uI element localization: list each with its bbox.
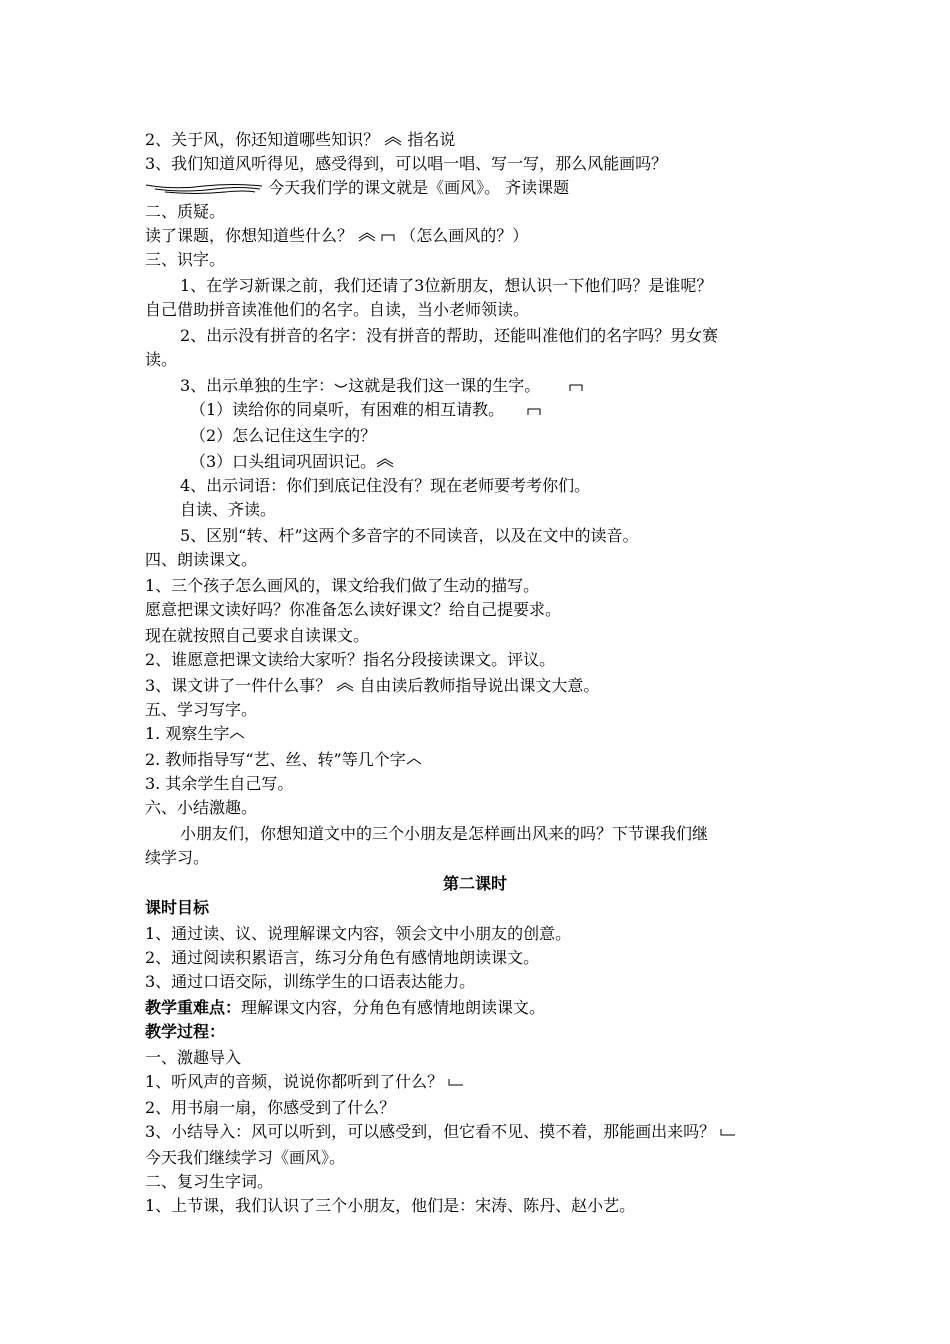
text-line: 3、小结导入：风可以听到，可以感受到，但它看不见、摸不着，那能画出来吗？ [145, 1120, 736, 1144]
text-line: 2、用书扇一扇，你感受到了什么？ [145, 1098, 396, 1117]
text-line: 今天我们学的课文就是《画风》。 齐读课题 [145, 176, 569, 200]
text-line: 3、出示单独的生字： 这就是我们这一课的生字。 [180, 374, 583, 398]
text-line: 3、通过口语交际，训练学生的口语表达能力。 [145, 972, 476, 991]
text-line: 二、质疑。 [145, 202, 226, 221]
text-line: 3、课文讲了一件什么事？ 自由读后教师指导说出课文大意。 [145, 676, 600, 695]
caret-icon [229, 730, 245, 740]
bracket-icon [527, 406, 541, 416]
text-line: （2）怎么记住这生字的？ [190, 426, 377, 445]
subheading: 课时目标 [145, 898, 210, 917]
text-line: 1、通过读、议、说理解课文内容，领会文中小朋友的创意。 [145, 924, 572, 943]
check-mark-icon [334, 382, 348, 392]
double-caret-icon [384, 136, 402, 146]
text-line: 今天我们继续学习《画风》。 [145, 1148, 346, 1167]
caret-icon [406, 756, 422, 766]
text-line: 六、小结激趣。 [145, 798, 258, 817]
text-line: 2. 教师指导写“艺、丝、转”等几个字 [145, 748, 422, 772]
text-line: 教学重难点：理解课文内容，分角色有感情地朗读课文。 [145, 998, 546, 1017]
text-line: 3、我们知道风听得见，感受得到，可以唱一唱、写一写，那么风能画吗？ [145, 154, 668, 173]
bracket-icon [381, 232, 395, 242]
text-line: 四、朗读课文。 [145, 550, 258, 569]
text-line: 4、出示词语：你们到底记住没有？现在老师要考考你们。 [180, 476, 591, 495]
text-line: 1、三个孩子怎么画风的，课文给我们做了生动的描写。 [145, 576, 540, 595]
text-line: 自读、齐读。 [180, 500, 277, 519]
text-line: 2、通过阅读积累语言，练习分角色有感情地朗读课文。 [145, 948, 540, 967]
text-line: 读了课题，你想知道些什么？ （怎么画风的？） [145, 226, 529, 245]
double-caret-icon [376, 458, 394, 468]
text-line: 1、上节课，我们认识了三个小朋友，他们是：宋涛、陈丹、赵小艺。 [145, 1196, 636, 1215]
text-line: 5、区别“转、杆”这两个多音字的不同读音，以及在文中的读音。 [180, 526, 639, 545]
double-caret-icon [336, 682, 354, 692]
text-line: 二、复习生字词。 [145, 1172, 274, 1191]
text-line: 2、出示没有拼音的名字：没有拼音的帮助，还能叫准他们的名字吗？男女赛 [180, 326, 719, 345]
text-line: 读。 [145, 350, 178, 369]
text-line: （1）读给你的同桌听，有困难的相互请教。 [190, 398, 541, 422]
text-line: 1、在学习新课之前，我们还请了3位新朋友，想认识一下他们吗？是谁呢？ [180, 276, 713, 295]
text-line: 自己借助拼音读准他们的名字。自读，当小老师领读。 [145, 300, 530, 319]
text-line: 续学习。 [145, 848, 210, 867]
text-line: 1. 观察生字 [145, 722, 245, 746]
wavy-lines-icon [145, 182, 263, 196]
text-line: 2、谁愿意把课文读给大家听？指名分段接读课文。评议。 [145, 650, 556, 669]
subheading: 教学过程： [145, 1022, 226, 1041]
text-line: 1、听风声的音频，说说你都听到了什么？ [145, 1070, 464, 1094]
corner-mark-icon [448, 1078, 464, 1088]
text-line: 一、激趣导入 [145, 1048, 242, 1067]
text-line: 现在就按照自己要求自读课文。 [145, 626, 370, 645]
text-line: 五、学习写字。 [145, 700, 258, 719]
corner-mark-icon [720, 1128, 736, 1138]
section-heading: 第二课时 [442, 874, 507, 893]
text-line: 三、识字。 [145, 250, 226, 269]
bracket-icon [569, 382, 583, 392]
text-line: 愿意把课文读好吗？你准备怎么读好课文？给自己提要求。 [145, 600, 562, 619]
text-line: （3）口头组词巩固识记。 [190, 450, 394, 474]
double-caret-icon [358, 232, 376, 242]
text-line: 2、关于风，你还知道哪些知识？ 指名说 [145, 130, 456, 149]
text-line: 小朋友们，你想知道文中的三个小朋友是怎样画出风来的吗？下节课我们继 [180, 824, 709, 843]
text-line: 3. 其余学生自己写。 [145, 774, 294, 793]
